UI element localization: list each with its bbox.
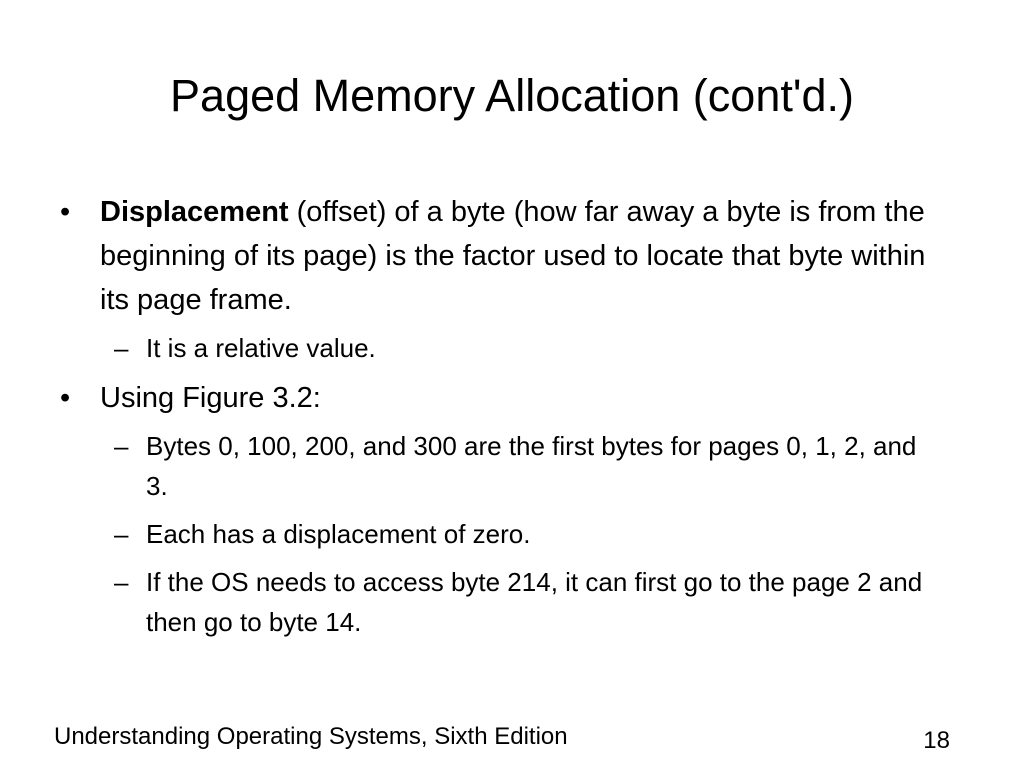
- slide-content: [60, 190, 960, 650]
- sub-bullet-access-byte: [114, 562, 936, 642]
- bullet-marker: •: [60, 382, 71, 414]
- sub-bullet-marker: –: [114, 519, 129, 549]
- sub-bullet-text: Bytes 0, 100, 200, and 300 are the first bytes for pages 0, 1, 2, and 3.: [146, 431, 917, 501]
- sub-bullet-marker: –: [114, 567, 129, 597]
- sub-bullet-text: If the OS needs to access byte 214, it can first go to the page 2 and then go to byte 14.: [146, 567, 923, 637]
- bullet-text: Using Figure 3.2:: [100, 382, 321, 414]
- sub-bullet-text: Each has a displacement of zero.: [146, 519, 531, 549]
- sub-bullet-first-bytes: [114, 426, 936, 506]
- sub-bullet-relative-value: [114, 328, 936, 368]
- bullet-text: (offset) of a byte (how far away a byte is from the beginning of its page) is the factor used to locate that byte within its page frame.: [100, 196, 926, 316]
- slide-number: 18: [923, 727, 950, 754]
- footer-book-title: Understanding Operating Systems, Sixth Edition: [54, 723, 568, 750]
- bullet-displacement: [60, 190, 960, 322]
- sub-bullet-text: It is a relative value.: [146, 333, 376, 363]
- sub-bullet-zero-displacement: [114, 514, 936, 554]
- bullet-term: Displacement: [100, 196, 289, 228]
- sub-bullet-marker: –: [114, 431, 129, 461]
- bullet-using-figure: [60, 376, 960, 420]
- bullet-marker: •: [60, 196, 71, 228]
- sub-bullet-marker: –: [114, 333, 129, 363]
- slide-title: Paged Memory Allocation (cont'd.): [170, 70, 854, 121]
